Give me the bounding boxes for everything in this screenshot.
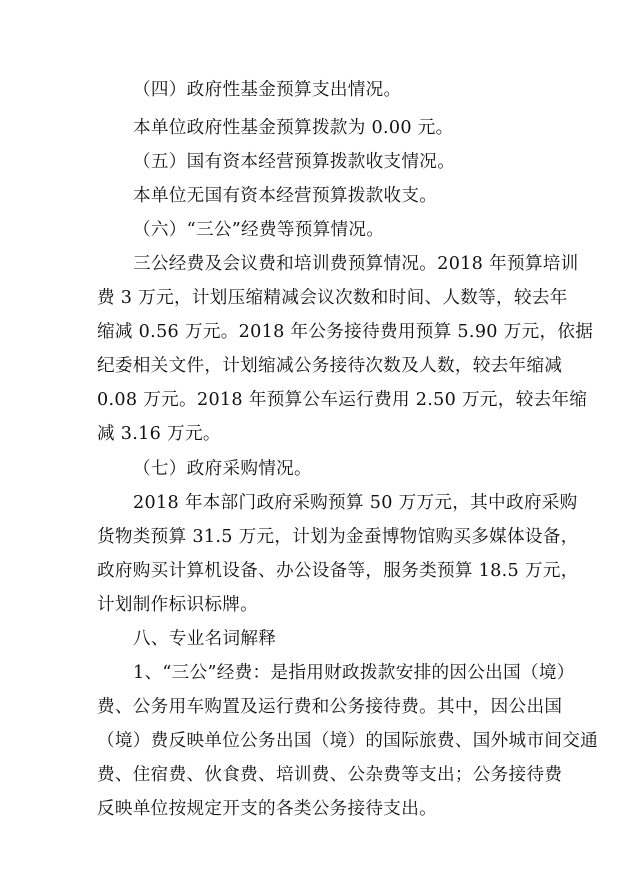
paragraph-line: 费 3 万元，计划压缩精减会议次数和时间、人数等，较去年 [97,288,568,308]
paragraph-line: 货物类预算 31.5 万元，计划为金蚕博物馆购买多媒体设备， [97,527,579,547]
paragraph-line: （境）费反映单位公务出国（境）的国际旅费、国外城市间交通 [97,731,599,751]
paragraph-line: 纪委相关文件，计划缩减公务接待次数及人数，较去年缩减 [97,356,563,376]
paragraph-line: 1、“三公”经费：是指用财政拨款安排的因公出国（境） [133,663,575,683]
paragraph-line: 本单位政府性基金预算拨款为 0.00 元。 [133,118,454,138]
section-heading-three-public: （六）“三公”经费等预算情况。 [133,220,385,240]
paragraph-line: 三公经费及会议费和培训费预算情况。2018 年预算培训 [133,254,579,274]
paragraph-line: 缩减 0.56 万元。2018 年公务接待费用预算 5.90 万元，依据 [97,322,594,342]
paragraph-line: 2018 年本部门政府采购预算 50 万万元，其中政府采购 [133,493,578,513]
paragraph-line: 减 3.16 万元。 [97,424,221,444]
paragraph-line: 费、公务用车购置及运行费和公务接待费。其中，因公出国 [97,697,563,717]
section-heading-government-fund: （四）政府性基金预算支出情况。 [133,80,402,100]
paragraph-line: 0.08 万元。2018 年预算公车运行费用 2.50 万元，较去年缩 [97,390,588,410]
paragraph-line: 计划制作标识标牌。 [97,595,259,615]
section-heading-procurement: （七）政府采购情况。 [133,459,312,479]
section-heading-glossary: 八、专业名词解释 [133,629,277,649]
paragraph-line: 费、住宿费、伙食费、培训费、公杂费等支出；公务接待费 [97,765,563,785]
paragraph-line: 反映单位按规定开支的各类公务接待支出。 [97,799,437,819]
section-heading-state-capital: （五）国有资本经营预算拨款收支情况。 [133,152,456,172]
paragraph-line: 本单位无国有资本经营预算拨款收支。 [133,186,438,206]
paragraph-line: 政府购买计算机设备、办公设备等，服务类预算 18.5 万元， [97,561,579,581]
